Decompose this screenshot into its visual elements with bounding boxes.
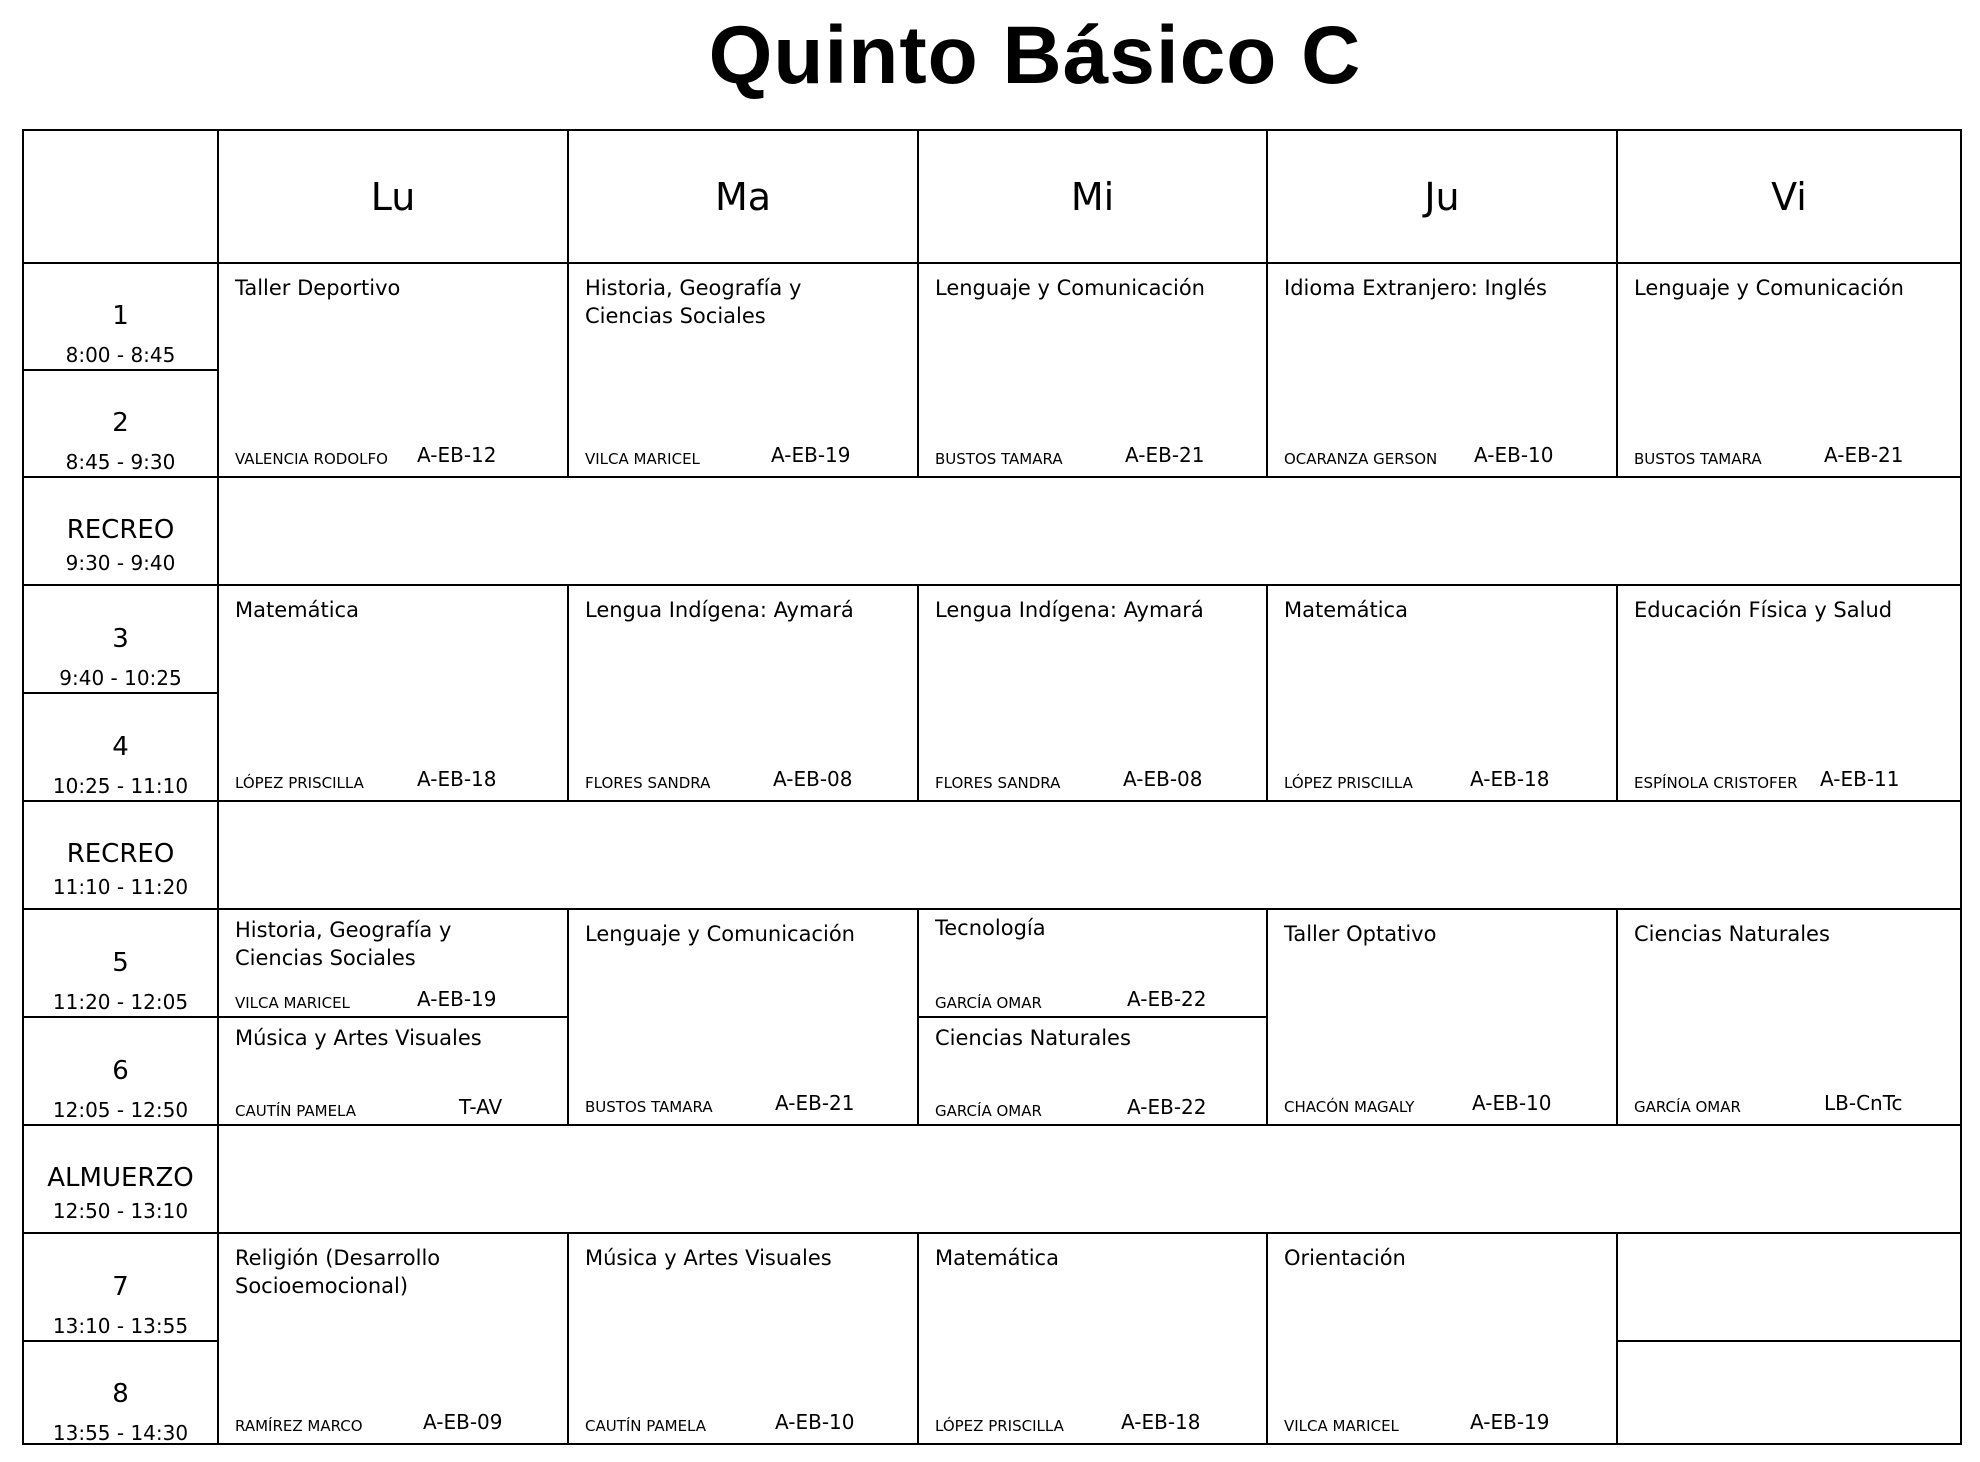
class-cell-mi-1-2 xyxy=(919,264,1266,476)
period-time: 10:25 - 11:10 xyxy=(52,774,189,798)
day-header-ma: Ma xyxy=(714,174,772,219)
subject-name: Lenguaje y Comunicación xyxy=(935,276,1205,300)
grid-line xyxy=(24,476,1960,478)
break-recreo-2 xyxy=(24,839,217,899)
teacher-name: CAUTÍN PAMELA xyxy=(235,1102,357,1120)
period-time: 9:40 - 10:25 xyxy=(59,666,182,690)
room-code: A-EB-22 xyxy=(1127,987,1207,1011)
teacher-name: ESPÍNOLA CRISTOFER xyxy=(1634,774,1798,792)
class-cell-ju-7-8 xyxy=(1268,1234,1616,1443)
break-label: RECREO xyxy=(66,515,175,545)
room-code: A-EB-08 xyxy=(773,767,853,791)
class-cell-mi-5 xyxy=(919,910,1266,1016)
subject-name: Música y Artes Visuales xyxy=(585,1246,832,1270)
period-2 xyxy=(24,408,217,474)
period-1 xyxy=(24,301,217,367)
room-code: A-EB-19 xyxy=(771,443,851,467)
grid-line xyxy=(24,1124,1960,1126)
teacher-name: LÓPEZ PRISCILLA xyxy=(935,1417,1064,1435)
class-cell-mi-3-4 xyxy=(919,586,1266,800)
subject-name: Historia, Geografía y Ciencias Sociales xyxy=(585,276,802,328)
class-cell-ju-1-2 xyxy=(1268,264,1616,476)
period-time: 12:05 - 12:50 xyxy=(52,1098,189,1122)
period-number: 2 xyxy=(112,408,129,438)
schedule-grid xyxy=(22,129,1962,1445)
day-header-lu: Lu xyxy=(370,174,416,219)
period-time: 13:10 - 13:55 xyxy=(52,1314,189,1338)
teacher-name: BUSTOS TAMARA xyxy=(1634,450,1762,468)
teacher-name: CAUTÍN PAMELA xyxy=(585,1417,707,1435)
teacher-name: VILCA MARICEL xyxy=(585,450,700,468)
subject-name: Tecnología xyxy=(935,916,1046,940)
teacher-name: VILCA MARICEL xyxy=(235,994,350,1012)
room-code: A-EB-12 xyxy=(417,443,497,467)
class-cell-ma-7-8 xyxy=(569,1234,917,1443)
teacher-name: LÓPEZ PRISCILLA xyxy=(1284,774,1413,792)
room-code: A-EB-18 xyxy=(1470,767,1550,791)
period-6 xyxy=(24,1056,217,1122)
room-code: A-EB-21 xyxy=(1125,443,1205,467)
class-cell-ma-1-2 xyxy=(569,264,917,476)
period-4 xyxy=(24,732,217,798)
subject-name: Lenguaje y Comunicación xyxy=(585,922,855,946)
period-8 xyxy=(24,1379,217,1445)
room-code: A-EB-08 xyxy=(1123,767,1203,791)
period-time: 11:20 - 12:05 xyxy=(52,990,189,1014)
grid-line xyxy=(24,692,219,694)
teacher-name: BUSTOS TAMARA xyxy=(585,1098,713,1116)
room-code: A-EB-18 xyxy=(1121,1410,1201,1434)
subject-name: Matemática xyxy=(935,1246,1059,1270)
class-cell-ma-3-4 xyxy=(569,586,917,800)
subject-name: Educación Física y Salud xyxy=(1634,598,1893,622)
class-cell-vi-3-4 xyxy=(1618,586,1960,800)
room-code: A-EB-11 xyxy=(1820,767,1900,791)
teacher-name: GARCÍA OMAR xyxy=(935,994,1042,1012)
break-label: ALMUERZO xyxy=(47,1163,194,1193)
period-7 xyxy=(24,1272,217,1338)
room-code: A-EB-21 xyxy=(1824,443,1904,467)
period-time: 9:30 - 9:40 xyxy=(65,551,176,575)
break-recreo-1 xyxy=(24,515,217,575)
period-time: 8:45 - 9:30 xyxy=(65,450,176,474)
teacher-name: VALENCIA RODOLFO xyxy=(235,450,388,468)
class-cell-vi-5-6 xyxy=(1618,910,1960,1124)
class-cell-lu-5 xyxy=(219,910,567,1016)
subject-name: Matemática xyxy=(1284,598,1408,622)
room-code: A-EB-18 xyxy=(417,767,497,791)
class-cell-ju-3-4 xyxy=(1268,586,1616,800)
class-cell-lu-6 xyxy=(219,1018,567,1124)
period-time: 12:50 - 13:10 xyxy=(52,1199,189,1223)
period-time: 11:10 - 11:20 xyxy=(52,875,189,899)
day-header-ju: Ju xyxy=(1424,174,1460,219)
grid-line xyxy=(24,800,1960,802)
room-code: A-EB-10 xyxy=(1472,1091,1552,1115)
subject-name: Ciencias Naturales xyxy=(935,1026,1131,1050)
room-code: A-EB-19 xyxy=(1470,1410,1550,1434)
class-cell-lu-7-8 xyxy=(219,1234,567,1443)
class-cell-lu-1-2 xyxy=(219,264,567,476)
period-3 xyxy=(24,624,217,690)
period-number: 6 xyxy=(112,1056,129,1086)
page-title: Quinto Básico C xyxy=(708,10,1362,101)
period-number: 4 xyxy=(112,732,129,762)
class-cell-mi-7-8 xyxy=(919,1234,1266,1443)
grid-line xyxy=(24,369,219,371)
teacher-name: GARCÍA OMAR xyxy=(1634,1098,1741,1116)
class-cell-vi-1-2 xyxy=(1618,264,1960,476)
subject-name: Taller Optativo xyxy=(1284,922,1437,946)
subject-name: Música y Artes Visuales xyxy=(235,1026,482,1050)
teacher-name: GARCÍA OMAR xyxy=(935,1102,1042,1120)
room-code: A-EB-21 xyxy=(775,1091,855,1115)
teacher-name: RAMÍREZ MARCO xyxy=(235,1417,363,1435)
room-code: A-EB-09 xyxy=(423,1410,503,1434)
period-number: 1 xyxy=(112,301,129,331)
teacher-name: OCARANZA GERSON xyxy=(1284,450,1438,468)
class-cell-lu-3-4 xyxy=(219,586,567,800)
class-cell-ma-5-6 xyxy=(569,910,917,1124)
period-number: 8 xyxy=(112,1379,129,1409)
teacher-name: BUSTOS TAMARA xyxy=(935,450,1063,468)
class-cell-mi-6 xyxy=(919,1018,1266,1124)
room-code: A-EB-19 xyxy=(417,987,497,1011)
teacher-name: FLORES SANDRA xyxy=(585,774,711,792)
subject-name: Matemática xyxy=(235,598,359,622)
empty-cell-vi-7 xyxy=(1618,1234,1960,1340)
day-header-mi: Mi xyxy=(1070,174,1115,219)
subject-name: Lengua Indígena: Aymará xyxy=(935,598,1204,622)
period-5 xyxy=(24,948,217,1014)
subject-name: Idioma Extranjero: Inglés xyxy=(1284,276,1548,300)
period-number: 7 xyxy=(112,1272,129,1302)
empty-cell-vi-8 xyxy=(1618,1342,1960,1443)
period-number: 5 xyxy=(112,948,129,978)
subject-name: Historia, Geografía y Ciencias Sociales xyxy=(235,918,452,970)
teacher-name: LÓPEZ PRISCILLA xyxy=(235,774,364,792)
room-code: A-EB-22 xyxy=(1127,1095,1207,1119)
period-time: 8:00 - 8:45 xyxy=(65,343,176,367)
subject-name: Orientación xyxy=(1284,1246,1406,1270)
class-cell-ju-5-6 xyxy=(1268,910,1616,1124)
subject-name: Lengua Indígena: Aymará xyxy=(585,598,854,622)
teacher-name: FLORES SANDRA xyxy=(935,774,1061,792)
teacher-name: VILCA MARICEL xyxy=(1284,1417,1399,1435)
subject-name: Ciencias Naturales xyxy=(1634,922,1830,946)
room-code: A-EB-10 xyxy=(775,1410,855,1434)
room-code: LB-CnTc xyxy=(1824,1091,1903,1115)
day-header-vi: Vi xyxy=(1771,174,1807,219)
grid-line xyxy=(24,1340,219,1342)
subject-name: Taller Deportivo xyxy=(235,276,401,300)
period-time: 13:55 - 14:30 xyxy=(52,1421,189,1445)
period-number: 3 xyxy=(112,624,129,654)
break-almuerzo xyxy=(24,1163,217,1223)
subject-name: Religión (Desarrollo Socioemocional) xyxy=(235,1246,441,1298)
room-code: T-AV xyxy=(459,1095,503,1119)
room-code: A-EB-10 xyxy=(1474,443,1554,467)
break-label: RECREO xyxy=(66,839,175,869)
teacher-name: CHACÓN MAGALY xyxy=(1284,1098,1415,1116)
subject-name: Lenguaje y Comunicación xyxy=(1634,276,1904,300)
